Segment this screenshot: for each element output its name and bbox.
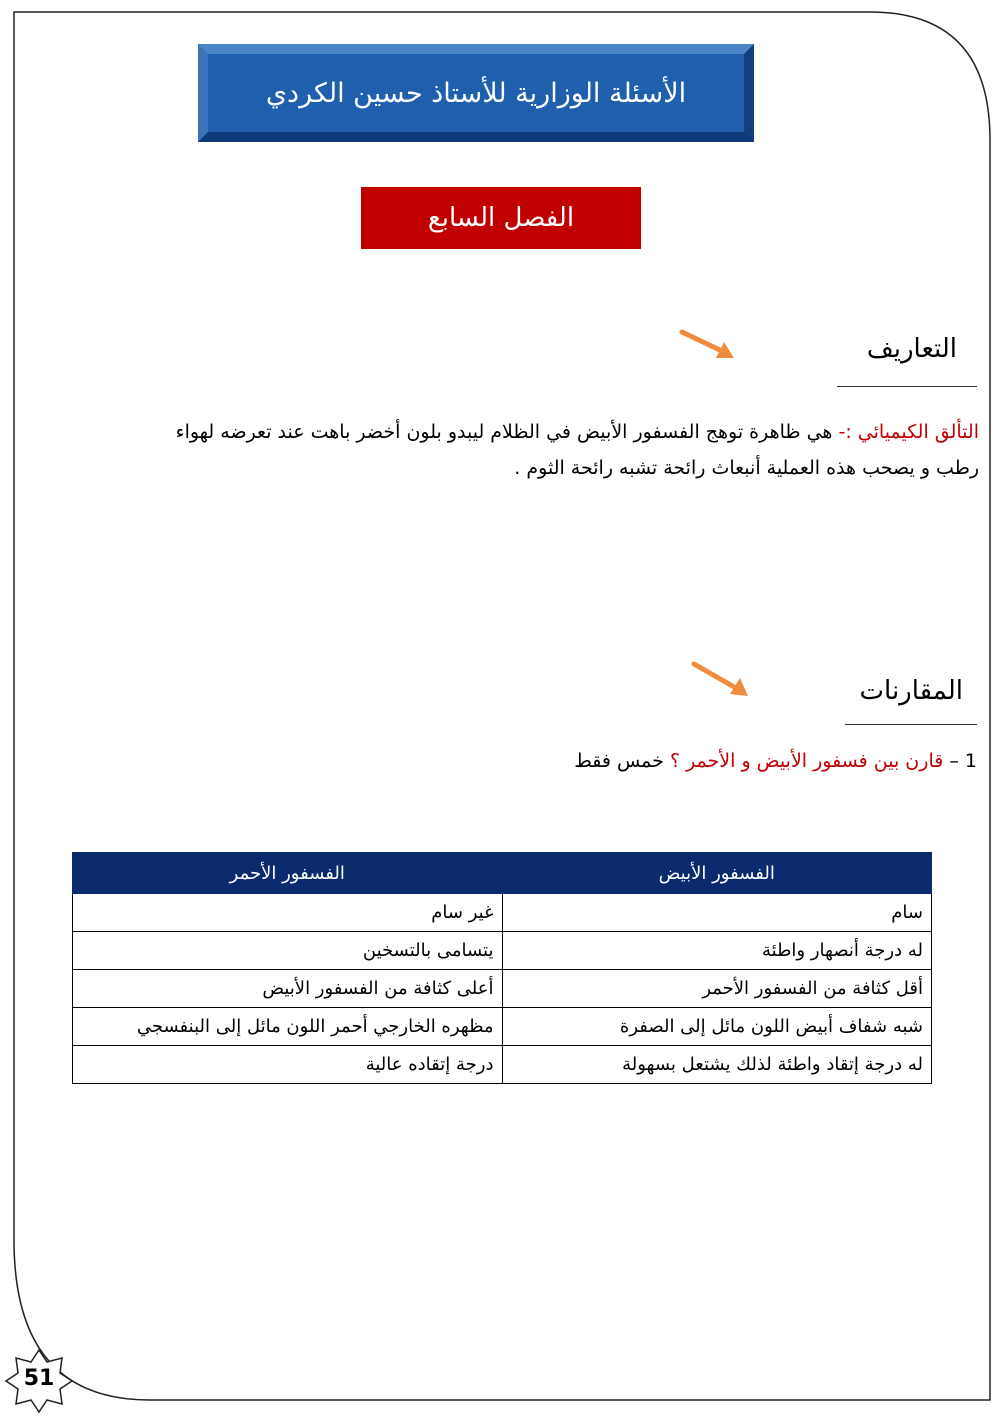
table-cell: درجة إتقاده عالية — [73, 1046, 503, 1084]
table-cell: له درجة إتقاد واطئة لذلك يشتعل بسهولة — [502, 1046, 932, 1084]
table-header-row — [73, 853, 932, 894]
table-row — [73, 932, 932, 970]
table-cell: غير سام — [73, 894, 503, 932]
table-cell: أقل كثافة من الفسفور الأحمر — [502, 970, 932, 1008]
table-row — [73, 894, 932, 932]
definition-text-1: هي ظاهرة توهج الفسفور الأبيض في الظلام ليبدو بلون أخضر باهت عند تعرضه لهواء — [175, 421, 839, 443]
table-row — [73, 970, 932, 1008]
definition-text-2: رطب و يصحب هذه العملية أنبعاث رائحة تشبه رائحة الثوم . — [514, 457, 979, 479]
comparisons-heading: المقارنات — [859, 676, 963, 706]
column-header-red: الفسفور الأحمر — [73, 853, 503, 894]
arrow-right-down-icon — [678, 328, 738, 368]
table-cell: سام — [502, 894, 932, 932]
chapter-label: الفصل السابع — [427, 203, 575, 233]
definition-line-1 — [59, 414, 979, 450]
table-cell: مظهره الخارجي أحمر اللون مائل إلى البنفسجي — [73, 1008, 503, 1046]
table-cell: شبه شفاف أبيض اللون مائل إلى الصفرة — [502, 1008, 932, 1046]
comparisons-heading-underline — [845, 724, 977, 725]
chapter-label-box — [361, 187, 641, 249]
question-text: قارن بين فسفور الأبيض و الأحمر ؟ — [669, 750, 950, 772]
table-row — [73, 1046, 932, 1084]
definitions-heading-underline — [837, 386, 977, 387]
definition-term: التألق الكيميائي :- — [838, 421, 979, 443]
page-number: 51 — [23, 1366, 55, 1391]
table-cell: أعلى كثافة من الفسفور الأبيض — [73, 970, 503, 1008]
column-header-white: الفسفور الأبيض — [502, 853, 932, 894]
arrow-right-down-icon — [690, 660, 750, 700]
question-limit: خمس فقط — [574, 750, 670, 772]
comparison-table — [72, 852, 932, 1084]
table-cell: يتسامى بالتسخين — [73, 932, 503, 970]
definition-paragraph — [59, 414, 979, 486]
page-title: الأسئلة الوزارية للأستاذ حسين الكردي — [265, 77, 687, 109]
comparison-question — [574, 750, 977, 772]
table-cell: له درجة أنصهار واطئة — [502, 932, 932, 970]
question-number: 1 – — [949, 750, 977, 772]
title-banner — [198, 44, 754, 142]
definitions-heading: التعاريف — [866, 334, 957, 364]
table-row — [73, 1008, 932, 1046]
